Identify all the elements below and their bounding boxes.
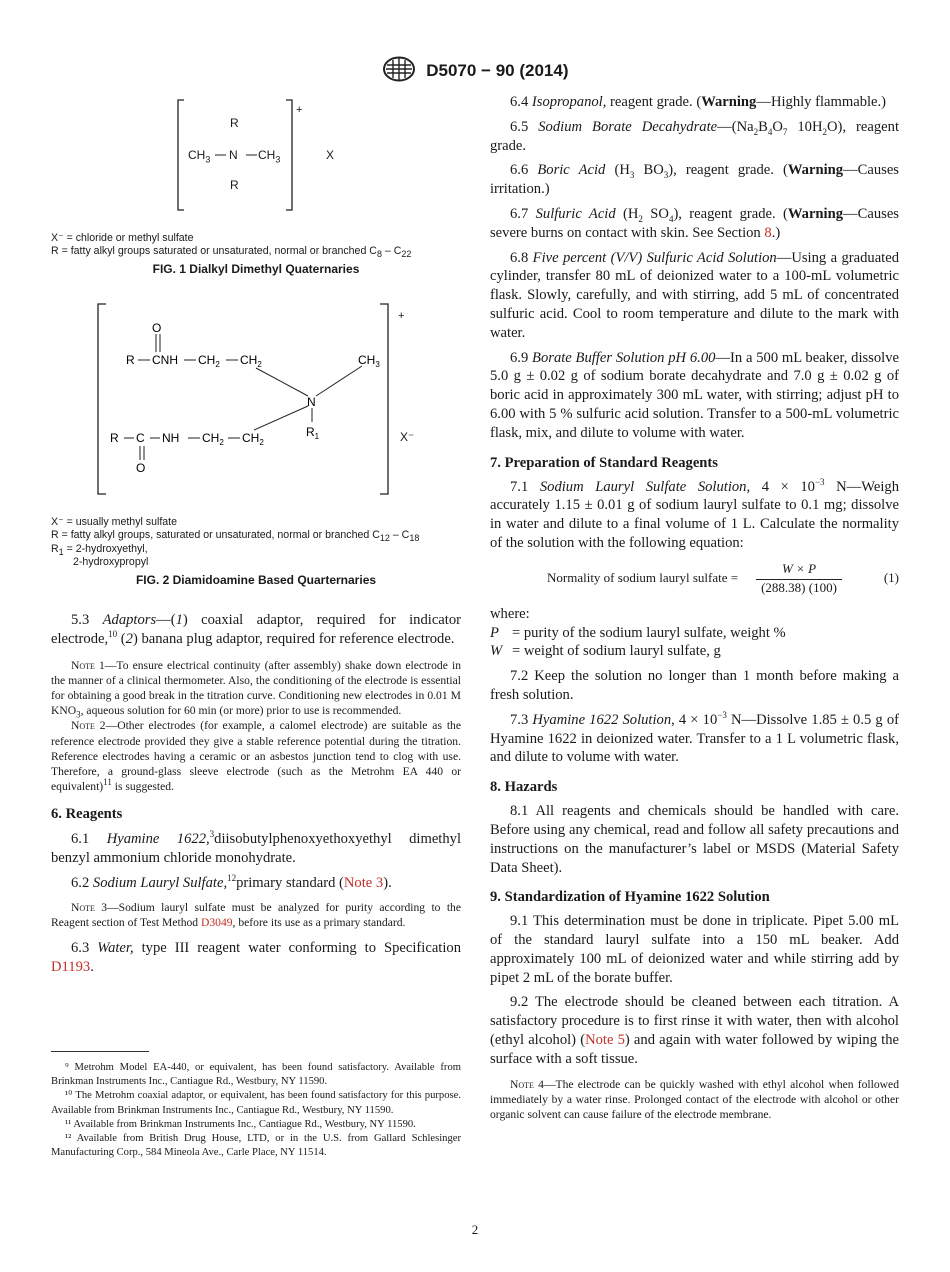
para-6-7: 6.7 Sulfuric Acid ($H_2$ $SO_4$), reagent grade. (Warning—Causes severe burns on contact with skin. See Section 8.) (490, 205, 899, 241)
fig1-atom-r-top: R (230, 116, 239, 130)
para-6-6: 6.6 Boric Acid ($H_3$ $BO_3$), reagent grade. (Warning—Causes irritation.) (490, 162, 899, 198)
para-6-9: 6.9 Borate Buffer Solution pH 6.00—In a 500 mL beaker, dissolve 5.0 g ± 0.02 g of sodium borate decahydrate and 7.0 g ± 0.02 g of boric acid in approximately 300 mL water, with stirring; adjust pH to 6.00 with 5 % sulfuric acid solution. Transfer to a 500-mL volumetric flask, mix, and dilute to volume with water. (490, 349, 899, 441)
para-7-1: 7.1 Sodium Lauryl Sulfate Solution, $4 \times 10^{-3}$ N—Weigh accurately 1.15 ± 0.01 g of sodium lauryl sulfate to 0.1 mg; dissolve in water and dilute to a final volume of 1 L. Calculate the normality of the solution with the following equation: (490, 476, 900, 551)
fig2-atom-ch2-a: $CH_2$ (198, 353, 220, 369)
footnote-rule (51, 1051, 149, 1052)
footnote-10: ¹⁰ The Metrohm coaxial adaptor, or equivalent, has been found satisfactory for this purpose. Available from Brinkman Instruments Inc., Cantiague Rd., Westbury, NY 11590. (51, 1090, 461, 1116)
note-4: Note 4—The electrode can be quickly washed with ethyl alcohol when followed immediately by a water rinse. Prolonged contact of the electrode with alcohol or other organic solvent can cause failure of the electrode membrane. (490, 1077, 899, 1122)
section-7-heading: 7. Preparation of Standard Reagents (490, 454, 718, 471)
fig2-legend-r1: $R_1$ = 2-hydroxyethyl, (51, 542, 148, 557)
section-8-link[interactable]: 8 (764, 224, 772, 241)
para-9-1: 9.1 This determination must be done in triplicate. Pipet 5.00 mL of the standard lauryl sulfate into a 150 mL beaker. Add approximately 100 mL of deionized water and while stirring add by pipet 2 mL of the borate buffer. (490, 913, 899, 986)
fig1-atom-n: N (229, 148, 238, 162)
fig2-atom-o-top: O (152, 321, 162, 335)
fig2-counterion: X⁻ (400, 430, 415, 444)
para-9-2: 9.2 The electrode should be cleaned between each titration. A satisfactory procedure is to first rinse it with water, then with alcohol (ethyl alcohol) (Note 5) and again with water followed by wiping the surface with a soft tissue. (490, 994, 899, 1067)
definition-w: W = weight of sodium lauryl sulfate, g (490, 643, 721, 660)
fig2-atom-ch2-d: $CH_2$ (242, 431, 264, 447)
fig2-atom-r-top: R (126, 353, 135, 367)
para-6-5: 6.5 Sodium Borate $Decahydrate—(Na_2B_4O_7$ $10H_2O$), reagent grade. (490, 118, 899, 154)
fig1-atom-ch3-right: $CH_3$ (258, 148, 281, 165)
fig2-atom-cnh: CNH (152, 353, 178, 367)
fig1-atom-r-bottom: R (230, 178, 239, 192)
equation-lhs: Normality of sodium lauryl sulfate = (547, 569, 739, 585)
equation-numerator: W × P (781, 560, 817, 576)
page-number: 2 (471, 1222, 479, 1237)
note-2: Note 2—Other electrodes (for example, a calomel electrode) are suitable as the reference electrode provided they give a stable reference potential during the titration. Reference electrodes having a ceramic or an asbestos junction tend to clog with use. Therefore, a ground-glass sleeve electrode (such as the Metrohm EA 440 or equivalent)$^{11}$ is suggested. (51, 719, 461, 794)
fig2-legend-x: X⁻ = usually methyl sulfate (51, 516, 178, 528)
fig1-atom-ch3-left: $CH_3$ (188, 148, 211, 165)
para-8-1: 8.1 All reagents and chemicals should be handled with care. Before using any chemical, read and follow all safety precautions and instructions on the manufacturer’s label or MSDS (Material Safety Data Sheet). (490, 803, 899, 876)
equation-1 (490, 561, 899, 597)
fig1-charge: + (296, 104, 303, 116)
section-6-heading: 6. Reagents (51, 806, 123, 823)
footnote-12: ¹² Available from British Drug House, LTD, or in the U.S. from Gallard Schlesinger Manufacturing Corp., 584 Mineola Ave., Carle Place, NY 11514. (51, 1133, 461, 1159)
d1193-link[interactable]: D1193 (51, 959, 91, 976)
footnote-9: ⁹ Metrohm Model EA-440, or equivalent, has been found satisfactory. Available from Brinkman Instruments Inc., Cantiague Rd., Westbury, NY 11590. (51, 1062, 461, 1088)
fig2-atom-r1: $R_1$ (306, 425, 320, 441)
note-1: Note 1—To ensure electrical continuity (after assembly) shake down electrode in the manner of a clinical thermometer. Also, the conditioning of the electrode is essential for obtaining a good break in the titration curve. Conditioning new electrodes in 0.01 M $KNO_3$, aqueous solution for 60 min (or more) prior to use is recommended. (51, 658, 461, 720)
fig2-atom-ch2-b: $CH_2$ (240, 353, 262, 369)
footnotes (51, 1061, 461, 1160)
note-3: Note 3—Sodium lauryl sulfate must be analyzed for purity according to the Reagent section of Test Method D3049, before its use as a primary standard. (51, 900, 461, 930)
fig2-atom-c: C (136, 431, 145, 445)
fig2-atom-ch2-c: $CH_2$ (202, 431, 224, 447)
left-column (51, 611, 461, 977)
right-column (490, 93, 899, 1122)
fig1-legend-x: X⁻ = chloride or methyl sulfate (51, 232, 194, 244)
fig2-legend-r1-cont: 2-hydroxypropyl (73, 556, 149, 569)
para-6-2: 6.2 Sodium Lauryl Sulfate,$^{12}$primary standard (Note 3). (71, 873, 392, 892)
fig2-atom-ch3: $CH_3$ (358, 353, 380, 369)
para-7-3: 7.3 Hyamine 1622 Solution, $4 \times 10^{-3}$ N—Dissolve 1.85 ± 0.5 g of Hyamine 1622 in deionized water. Transfer to a 1 L volumetric flask, and dilute to volume with water. (490, 709, 899, 766)
para-7-2: 7.2 Keep the solution no longer than 1 month before making a fresh solution. (490, 668, 899, 703)
para-6-3: 6.3 Water, type III reagent water conforming to Specification D1193. (51, 940, 462, 976)
section-8-heading: 8. Hazards (490, 779, 558, 796)
document-designation: D5070 − 90 (2014) (426, 60, 569, 80)
fig2-legend (51, 516, 461, 570)
astm-logo-icon (382, 56, 416, 87)
para-6-8: 6.8 Five percent (V/V) Sulfuric Acid Solution—Using a graduated cylinder, transfer 80 mL of deionized water to a 100-mL volumetric flask. Slowly, carefully, and with stirring, add 5 mL of concentrated sulfuric acid. Cool to room temperature and dilute to the mark with water. (490, 249, 899, 341)
equation-number: (1) (883, 569, 899, 585)
note-3-link[interactable]: Note 3 (343, 875, 384, 892)
d3049-link[interactable]: D3049 (200, 916, 233, 930)
fig1-caption: FIG. 1 Dialkyl Dimethyl Quaternaries (152, 262, 360, 276)
fig2-charge: + (398, 310, 405, 322)
fig2-legend-r: R = fatty alkyl groups, saturated or unsaturated, normal or branched $C_{12} - C_{18}$ (51, 529, 420, 544)
page-header (0, 56, 950, 87)
fig1-legend (51, 232, 461, 259)
definition-p: P = purity of the sodium lauryl sulfate, weight % (490, 624, 786, 641)
fig1-counterion: X (326, 148, 335, 162)
equation-denominator: (288.38) (100) (761, 579, 837, 595)
para-5-3: 5.3 Adaptors—(1) coaxial adaptor, required for indicator electrode,$^{10}$ (2) banana plug adaptor, required for reference electrode. (51, 612, 461, 647)
footnote-11: ¹¹ Available from Brinkman Instruments Inc., Cantiague Rd., Westbury, NY 11590. (65, 1118, 416, 1130)
fig2-atom-o-bottom: O (136, 461, 146, 475)
para-6-4: 6.4 Isopropanol, reagent grade. (Warning—Highly flammable.) (510, 94, 887, 110)
note-5-link[interactable]: Note 5 (585, 1032, 625, 1049)
fig1-legend-r: R = fatty alkyl groups saturated or unsaturated, normal or branched $C_8 - C_{22}$ (51, 245, 412, 260)
fig2-atom-r-bottom: R (110, 431, 119, 445)
fig2-atom-nh: NH (162, 431, 180, 445)
fig2-atom-n: N (307, 395, 316, 409)
para-6-1: 6.1 Hyamine 1622,$^3$diisobutylphenoxyethoxyethyl dimethyl benzyl ammonium chloride monohydrate. (51, 829, 461, 867)
figure-2-structure (96, 300, 416, 500)
where-label: where: (490, 605, 530, 622)
section-9-heading: 9. Standardization of Hyamine 1622 Solution (490, 889, 770, 906)
fig2-caption: FIG. 2 Diamidoamine Based Quarternaries (135, 573, 377, 587)
